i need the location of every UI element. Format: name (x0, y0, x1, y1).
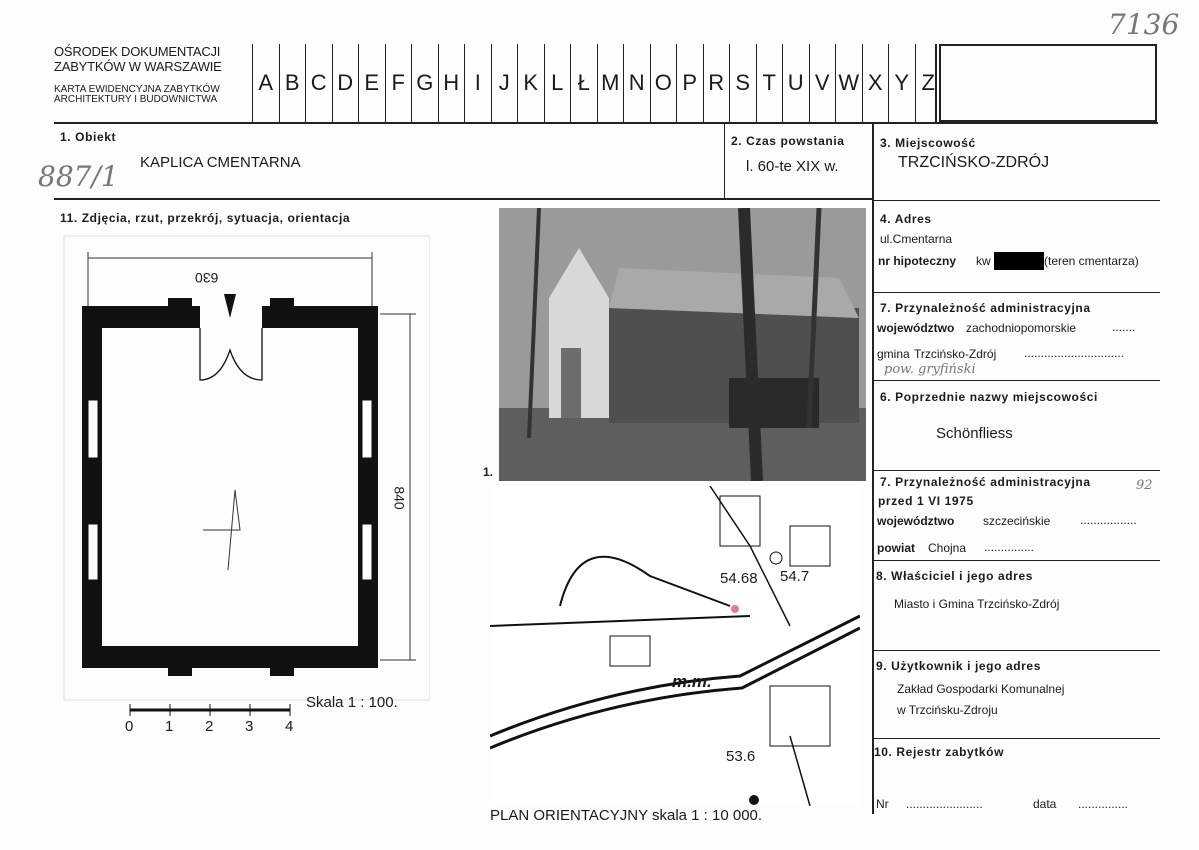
index-letter-G: G (411, 44, 438, 122)
index-letter-X: X (862, 44, 889, 122)
czas-label: 2. Czas powstania (731, 134, 845, 148)
index-letter-B: B (279, 44, 306, 122)
index-letter-O: O (650, 44, 677, 122)
index-letter-U: U (782, 44, 809, 122)
photo-number: 1. (483, 465, 494, 479)
powiat-label: powiat (877, 541, 915, 555)
institution-name (54, 44, 222, 74)
wlasciciel-value: Miasto i Gmina Trzcińsko-Zdrój (894, 597, 1060, 611)
miejscowosc-label: 3. Miejscowość (880, 136, 976, 150)
map-label: 53.6 (726, 748, 756, 765)
scale-tick: 1 (165, 718, 174, 735)
index-letter-H: H (438, 44, 465, 122)
index-letter-I: I (464, 44, 491, 122)
adres-label: 4. Adres (880, 212, 932, 226)
chapel-photo (499, 208, 866, 481)
wojewodztwo-value: szczecińskie (983, 514, 1051, 528)
obiekt-label: 1. Obiekt (60, 130, 117, 144)
gmina-label: gmina (877, 347, 910, 361)
index-letter-R: R (703, 44, 730, 122)
rejestr-data-label: data (1033, 797, 1057, 811)
wlasciciel-label: 8. Właściciel i jego adres (876, 569, 1033, 583)
rejestr-label: 10. Rejestr zabytków (874, 745, 1005, 759)
map-caption: PLAN ORIENTACYJNY skala 1 : 10 000. (490, 807, 763, 824)
card-type-line: KARTA EWIDENCYJNA ZABYTKÓW (54, 84, 220, 95)
rejestr-nr-label: Nr (876, 797, 889, 811)
obiekt-value: KAPLICA CMENTARNA (140, 154, 301, 171)
scale-tick: 0 (125, 718, 134, 735)
index-letter-Ł: Ł (570, 44, 597, 122)
poprzednie-value: Schönfliess (936, 425, 1013, 442)
dim-height: 840 (391, 486, 408, 510)
card-type (54, 85, 220, 105)
powiat-value: Chojna (928, 541, 967, 555)
scale-tick: 3 (245, 718, 254, 735)
poprzednie-label: 6. Poprzednie nazwy miejscowości (880, 390, 1098, 404)
index-letter-S: S (729, 44, 756, 122)
scale-tick: 4 (285, 718, 294, 735)
map-label: 54.68 (720, 570, 758, 587)
wojewodztwo-label: województwo (877, 514, 955, 528)
wojewodztwo-label: województwo (877, 321, 955, 335)
card-type-line: ARCHITEKTURY I BUDOWNICTWA (54, 94, 218, 105)
obiekt-handwritten: 887/1 (38, 160, 119, 193)
gmina-value: Trzcińsko-Zdrój (914, 347, 997, 361)
uzytkownik-label: 9. Użytkownik i jego adres (876, 659, 1041, 673)
index-letter-F: F (385, 44, 412, 122)
plan-scale: Skala 1 : 100. (306, 694, 398, 711)
index-letter-N: N (623, 44, 650, 122)
institution-line: OŚRODEK DOKUMENTACJI (54, 44, 221, 59)
card-number-box (939, 44, 1157, 122)
index-letter-A: A (252, 44, 279, 122)
card-number-handwritten: 7136 (1108, 8, 1180, 41)
adres-street: ul.Cmentarna (880, 232, 953, 246)
index-letter-P: P (676, 44, 703, 122)
plan-label: 11. Zdjęcia, rzut, przekrój, sytuacja, orientacja (60, 211, 351, 225)
index-letter-J: J (491, 44, 518, 122)
index-letter-T: T (756, 44, 783, 122)
miejscowosc-value: TRZCIŃSKO-ZDRÓJ (898, 154, 1050, 171)
redacted-block (994, 252, 1044, 270)
scale-tick: 2 (205, 718, 214, 735)
dim-width: 630 (195, 270, 219, 286)
przed1975-handwritten: 92 (1136, 478, 1153, 493)
index-letter-Z: Z (915, 44, 942, 122)
map-label: 54.7 (780, 568, 810, 585)
przynaleznosc-label: 7. Przynależność administracyjna (880, 301, 1091, 315)
index-letter-M: M (597, 44, 624, 122)
nr-hipoteczny-label: nr hipoteczny (878, 254, 957, 268)
index-letter-D: D (332, 44, 359, 122)
adres-note: (teren cmentarza) (1044, 254, 1139, 268)
index-letter-Y: Y (888, 44, 915, 122)
kw-label: kw (976, 254, 991, 268)
przed1975-label: 7. Przynależność administracyjna (880, 475, 1091, 489)
index-letter-K: K (517, 44, 544, 122)
index-letter-V: V (809, 44, 836, 122)
institution-line: ZABYTKÓW W WARSZAWIE (54, 59, 222, 74)
floor-plan-drawing (60, 230, 430, 740)
wojewodztwo-value: zachodniopomorskie (966, 321, 1077, 335)
index-letter-C: C (305, 44, 332, 122)
uzytkownik-line2: w Trzcińsku-Zdroju (897, 703, 998, 717)
index-letter-W: W (835, 44, 862, 122)
przed1975-date: przed 1 VI 1975 (878, 494, 974, 508)
powiat-handwritten: pow. gryfiński (884, 362, 976, 377)
uzytkownik-line1: Zakład Gospodarki Komunalnej (897, 682, 1065, 696)
czas-value: l. 60-te XIX w. (746, 158, 839, 175)
index-letter-L: L (544, 44, 571, 122)
map-label: m.m. (672, 672, 712, 691)
index-letter-E: E (358, 44, 385, 122)
orientation-map (490, 486, 860, 806)
